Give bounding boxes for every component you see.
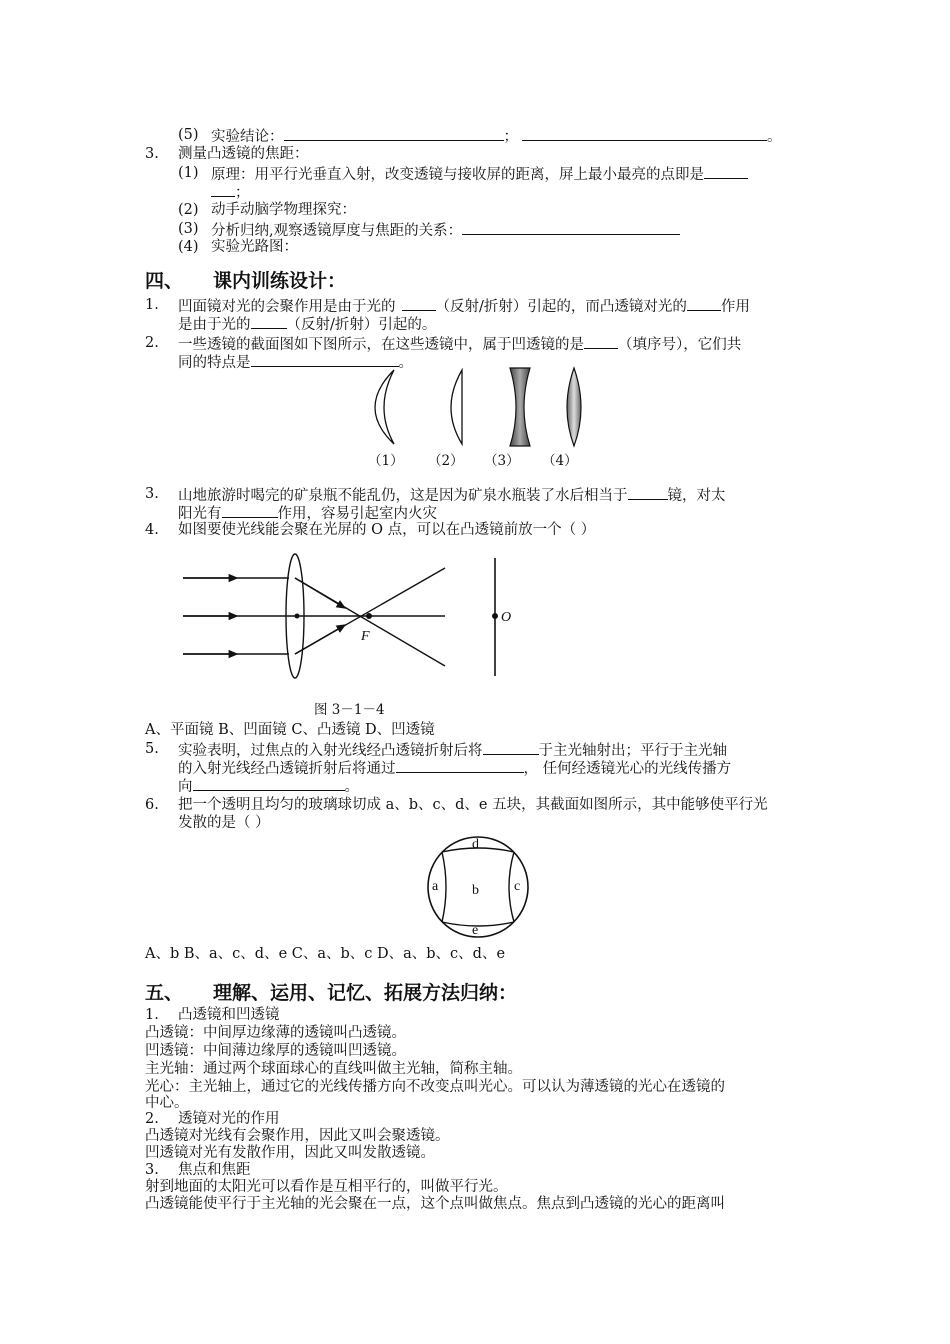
p3-line	[211, 220, 680, 240]
q3b-line-1	[178, 485, 726, 505]
section4-heading	[145, 272, 346, 290]
figure-3-1-4-caption: 图 3－1－4	[314, 702, 385, 718]
lens-2-planoconvex	[451, 370, 462, 444]
piece-label-b: b	[472, 883, 479, 898]
summary-line: 凹透镜：中间薄边缘厚的透镜叫凹透镜。	[145, 1043, 406, 1059]
q3b-text-b: 镜，对太	[667, 488, 726, 504]
q1-line-2	[178, 314, 436, 334]
q6-text-b: 发散的是（ ）	[178, 815, 270, 831]
p3-text: 分析归纳,观察透镜厚度与焦距的关系：	[211, 223, 463, 239]
q2-text-a: 一些透镜的截面图如下图所示，在这些透镜中，属于凹透镜的是	[178, 337, 584, 353]
lens-1-meniscus	[375, 370, 394, 444]
summary-1-number: 1.	[145, 1007, 159, 1023]
q1-text-d: 是由于光的	[178, 317, 251, 333]
q4-number: 4.	[145, 522, 159, 538]
q1-text-e: （反射/折射）引起的。	[286, 317, 437, 333]
lens-4-biconvex	[567, 368, 581, 446]
p4-label: (4)	[178, 239, 199, 255]
section5-number: 五、	[145, 982, 184, 1004]
q2-number: 2.	[145, 335, 159, 351]
q3b-blank-2[interactable]	[222, 503, 278, 518]
q4-text: 如图要使光线能会聚在光屏的 O 点，可以在凸透镜前放一个（ ）	[178, 522, 596, 538]
q1-blank-2[interactable]	[687, 296, 721, 311]
summary-line: 凸透镜对光线有会聚作用，因此又叫会聚透镜。	[145, 1128, 450, 1144]
item5-blank-2[interactable]	[522, 126, 767, 141]
q5-line-2	[178, 758, 731, 778]
lens-3-biconcave	[510, 368, 530, 446]
lens-label-4: （4）	[542, 453, 578, 469]
q1-text-a: 凹面镜对光的会聚作用是由于光的	[178, 299, 396, 315]
focal-point-label: F	[361, 629, 370, 644]
p1-line	[211, 164, 748, 184]
section4-number: 四、	[145, 270, 184, 292]
q3b-text-d: 作用，容易引起室内火灾	[277, 506, 437, 522]
q1-blank-3[interactable]	[251, 314, 287, 329]
q5-text-f: 。	[344, 779, 359, 795]
piece-label-e: e	[472, 923, 479, 938]
q3b-text-a: 山地旅游时喝完的矿泉瓶不能乱仍，这是因为矿泉水瓶装了水后相当于	[178, 488, 628, 504]
piece-label-c: c	[514, 879, 521, 894]
item5-blank-1[interactable]	[284, 126, 504, 141]
q4-options: A、平面镜 B、凹面镜 C、凸透镜 D、凹透镜	[145, 722, 435, 738]
summary-line: 主光轴：通过两个球面球心的直线叫做主光轴，简称主轴。	[145, 1061, 522, 1077]
summary-3-number: 3.	[145, 1162, 159, 1178]
p1-line-2	[211, 182, 250, 202]
summary-3-title: 焦点和焦距	[178, 1162, 251, 1178]
item5-sep: ；	[503, 129, 518, 145]
q1-text-b: （反射/折射）引起的，而凸透镜对光的	[435, 299, 687, 315]
p4-text: 实验光路图：	[211, 239, 298, 255]
summary-2-number: 2.	[145, 1111, 159, 1127]
q2-blank-1[interactable]	[584, 334, 618, 349]
summary-line: 射到地面的太阳光可以看作是互相平行的，叫做平行光。	[145, 1179, 508, 1195]
focal-point	[366, 613, 372, 619]
q3b-number: 3.	[145, 486, 159, 502]
p3-label: (3)	[178, 221, 199, 237]
q5-text-a: 实验表明，过焦点的入射光线经凸透镜折射后将	[178, 743, 483, 759]
item5-label: (5)	[178, 127, 199, 143]
item5-text: 实验结论：	[211, 129, 284, 145]
q5-text-b: 于主光轴射出；平行于主光轴	[538, 743, 727, 759]
p2-text: 动手动脑学物理探究：	[211, 202, 356, 218]
summary-2-title: 透镜对光的作用	[178, 1111, 280, 1127]
summary-line: 凹透镜对光有发散作用，因此又叫发散透镜。	[145, 1145, 435, 1161]
p3-blank[interactable]	[462, 220, 680, 235]
summary-line: 凸透镜：中间厚边缘薄的透镜叫凸透镜。	[145, 1025, 406, 1041]
p1-tail: ；	[235, 185, 250, 201]
p2-label: (2)	[178, 202, 199, 218]
q3-number: 3.	[145, 146, 159, 162]
q1-line-1	[178, 296, 750, 316]
piece-label-a: a	[432, 879, 439, 894]
q5-text-e: 向	[178, 779, 193, 795]
q3-title: 测量凸透镜的焦距：	[178, 146, 309, 162]
q1-number: 1.	[145, 297, 159, 313]
q1-text-c: 作用	[720, 299, 750, 315]
lens-cross-sections-figure	[360, 362, 600, 452]
p1-blank[interactable]	[704, 164, 748, 179]
q5-text-d: ， 任何经透镜光心的光线传播方	[523, 761, 732, 777]
p1-text: 原理：用平行光垂直入射，改变透镜与接收屏的距离，屏上最小最亮的点即是	[211, 167, 704, 183]
item5-line	[211, 126, 782, 146]
lens-label-3: （3）	[484, 453, 520, 469]
piece-label-d: d	[472, 837, 479, 852]
section4-title: 课内训练设计：	[213, 270, 347, 292]
q6-text-a: 把一个透明且均匀的玻璃球切成 a、b、c、d、e 五块，其截面如图所示，其中能够使平行光	[178, 797, 768, 813]
summary-line: 中心。	[145, 1095, 189, 1111]
converging-light-figure	[175, 548, 535, 688]
q2-text-c: 同的特点是	[178, 355, 251, 371]
lens-label-1: （1）	[368, 453, 404, 469]
q1-blank-1[interactable]	[402, 296, 436, 311]
summary-line: 光心：主光轴上，通过它的光线传播方向不改变点叫光心。可以认为薄透镜的光心在透镜的	[145, 1079, 725, 1095]
q2-line-1	[178, 334, 741, 354]
q6-number: 6.	[145, 797, 159, 813]
q2-text-b: （填序号），它们共	[618, 337, 742, 353]
q3b-line-2	[178, 503, 437, 523]
q5-blank-3[interactable]	[193, 776, 345, 791]
q3b-text-c: 阳光有	[178, 506, 222, 522]
q5-blank-2[interactable]	[396, 758, 524, 773]
section5-title: 理解、运用、记忆、拓展方法归纳：	[213, 982, 518, 1004]
screen-point-label: O	[501, 610, 512, 625]
q5-blank-1[interactable]	[483, 740, 539, 755]
p1-label: (1)	[178, 165, 199, 181]
q5-text-c: 的入射光线经凸透镜折射后将通过	[178, 761, 396, 777]
item5-end: 。	[767, 129, 782, 145]
lens-label-2: （2）	[428, 453, 464, 469]
screen-point-o	[492, 613, 498, 619]
summary-1-title: 凸透镜和凹透镜	[178, 1007, 280, 1023]
q5-line-3	[178, 776, 359, 796]
glass-ball-sections-figure	[424, 832, 532, 942]
q5-line-1	[178, 740, 727, 760]
p1-blank-2[interactable]	[211, 182, 235, 197]
q5-number: 5.	[145, 741, 159, 757]
q3b-blank-1[interactable]	[628, 485, 668, 500]
section5-heading	[145, 984, 517, 1002]
q6-options: A、b B、a、c、d、e C、a、b、c D、a、b、c、d、e	[145, 946, 506, 962]
q2-text-d: 。	[398, 355, 413, 371]
summary-line: 凸透镜能使平行于主光轴的光会聚在一点，这个点叫做焦点。焦点到凸透镜的光心的距离叫	[145, 1196, 725, 1212]
